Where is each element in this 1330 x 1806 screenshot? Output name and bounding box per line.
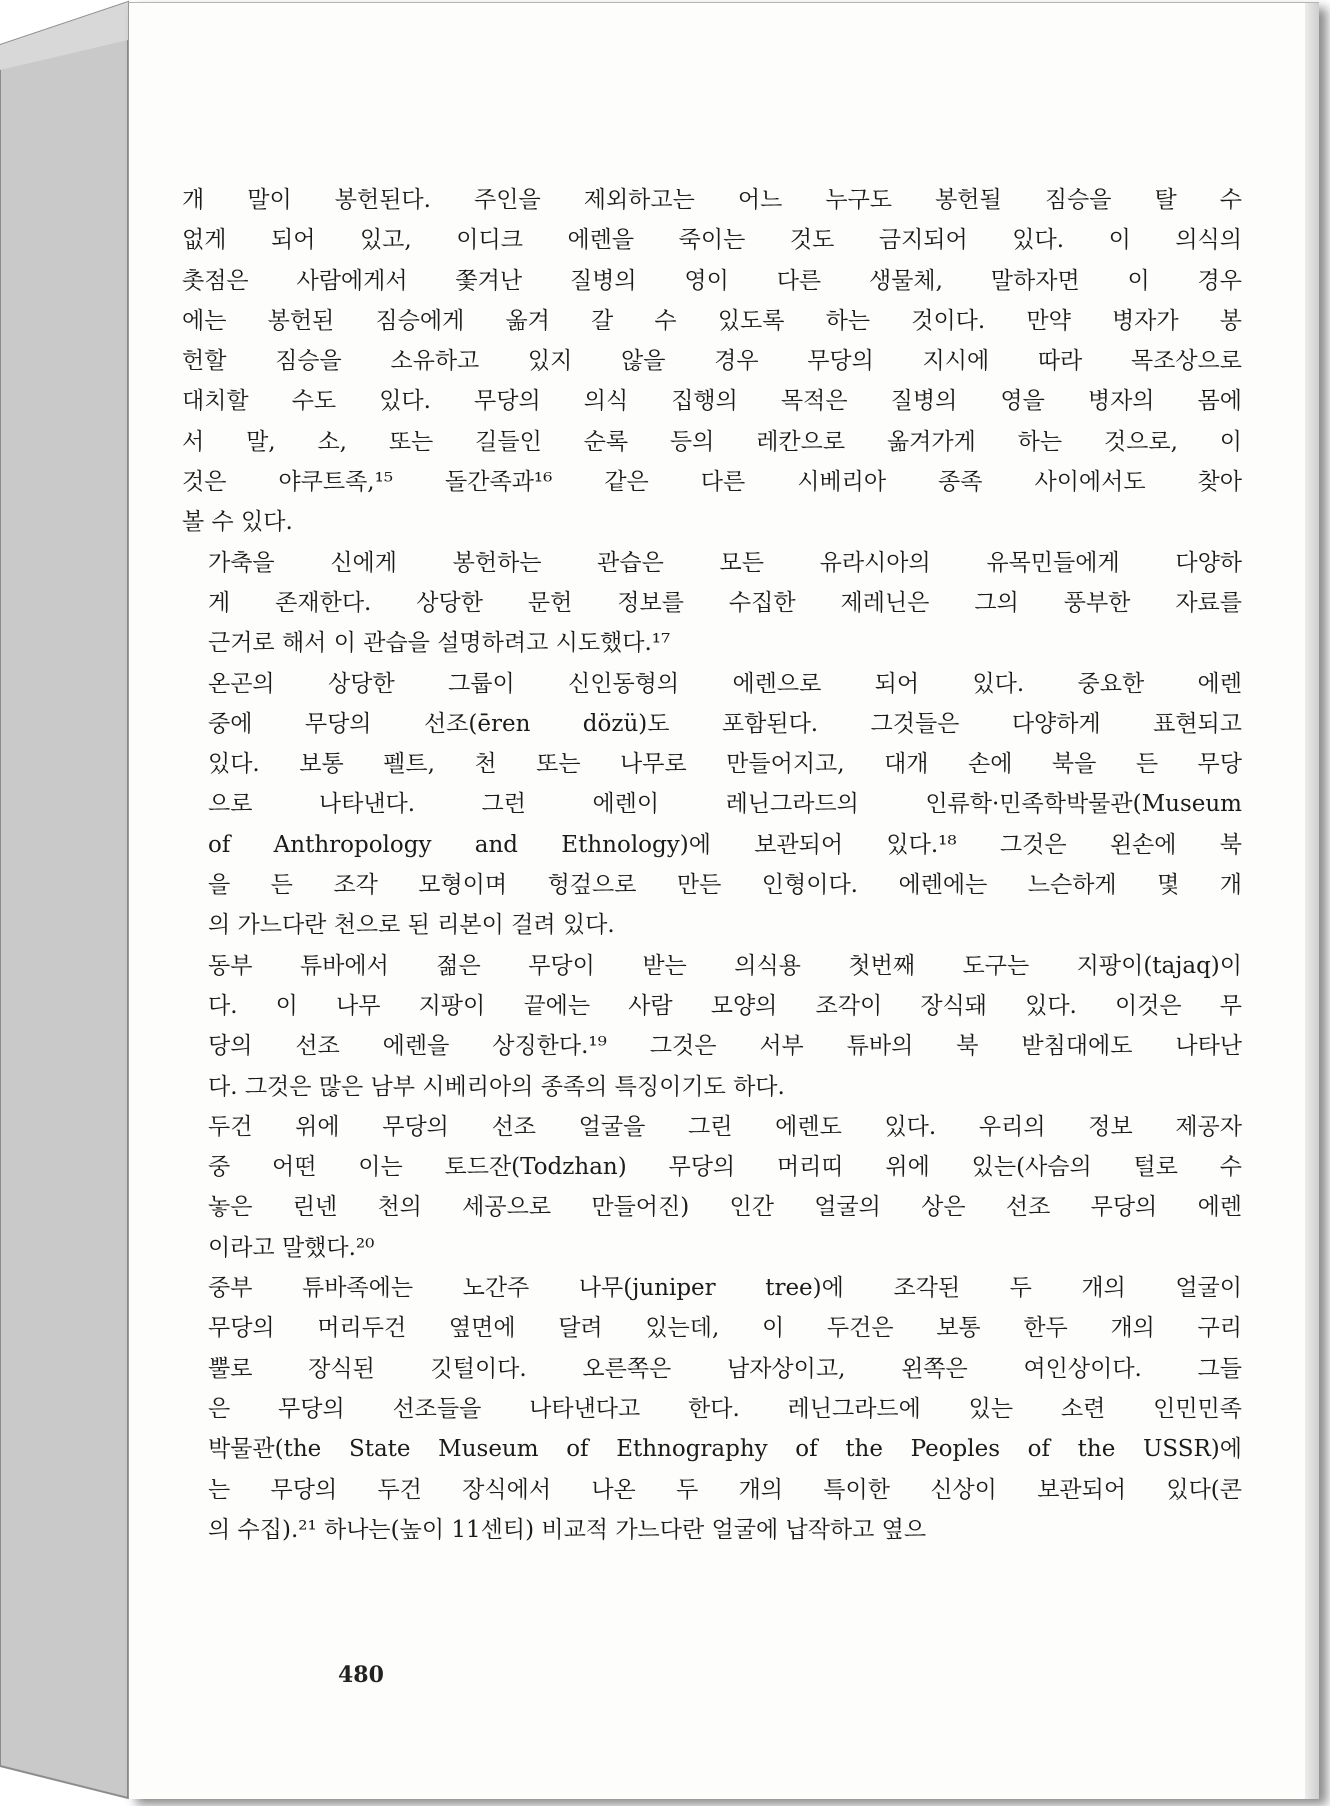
text-line: 것은 야쿠트족,¹⁵ 돌간족과¹⁶ 같은 다른 시베리아 종족 사이에서도 찾아 [182,469,1242,496]
text-line: 에는 봉헌된 짐승에게 옮겨 갈 수 있도록 하는 것이다. 만약 병자가 봉 [182,307,1242,334]
text-line: 당의 선조 에렌을 상징한다.¹⁹ 그것은 서부 튜바의 북 받침대에도 나타난 [208,1033,1242,1060]
text-line: 는 무당의 두건 장식에서 나온 두 개의 특이한 신상이 보관되어 있다(콘 [208,1476,1242,1503]
text-line: 놓은 린넨 천의 세공으로 만들어진) 인간 얼굴의 상은 선조 무당의 에렌 [208,1194,1242,1221]
text-line: 대치할 수도 있다. 무당의 의식 집행의 목적은 질병의 영을 병자의 몸에 [182,388,1242,415]
text-line: 은 무당의 선조들을 나타낸다고 한다. 레닌그라드에 있는 소련 인민민족 [208,1395,1242,1422]
paragraph [182,664,1242,946]
text-line: 다. 그것은 많은 남부 시베리아의 종족의 특징이기도 하다. [208,1073,785,1100]
text-line: 두건 위에 무당의 선조 얼굴을 그린 에렌도 있다. 우리의 정보 제공자 [208,1113,1242,1140]
text-line: 의 가느다란 천으로 된 리본이 걸려 있다. [208,912,615,939]
text-line: 촛점은 사람에게서 쫓겨난 질병의 영이 다른 생물체, 말하자면 이 경우 [182,267,1242,294]
book-spine-edge [0,0,140,1806]
text-line: 무당의 머리두건 옆면에 달려 있는데, 이 두건은 보통 한두 개의 구리 [208,1315,1242,1342]
text-line: 중 어떤 이는 토드잔(Todzhan) 무당의 머리띠 위에 있는(사슴의 털로 수 [208,1154,1242,1181]
paragraph [182,543,1242,664]
text-line: 다. 이 나무 지팡이 끝에는 사람 모양의 조각이 장식돼 있다. 이것은 무 [208,992,1242,1019]
text-line: 볼 수 있다. [182,509,293,536]
text-line: 동부 튜바에서 젊은 무당이 받는 의식용 첫번째 도구는 지팡이(tajaq)이 [208,952,1242,979]
text-line: 중부 튜바족에는 노간주 나무(juniper tree)에 조각된 두 개의 얼굴이 [208,1275,1242,1302]
page-number: 480 [338,1662,384,1688]
page-body-text [182,180,1242,1550]
paragraph [182,180,1242,543]
paragraph [182,946,1242,1107]
text-line: 없게 되어 있고, 이디크 에렌을 죽이는 것도 금지되어 있다. 이 의식의 [182,227,1242,254]
paragraph [182,1268,1242,1550]
text-line: 이라고 말했다.²⁰ [208,1234,375,1261]
paragraph [182,1107,1242,1268]
text-line: 가축을 신에게 봉헌하는 관습은 모든 유라시아의 유목민들에게 다양하 [208,549,1242,576]
text-line: 의 수집).²¹ 하나는(높이 11센티) 비교적 가느다란 얼굴에 납작하고 옆으 [208,1516,927,1543]
text-line: 뿔로 장식된 깃털이다. 오른쪽은 남자상이고, 왼쪽은 여인상이다. 그들 [208,1355,1242,1382]
text-line: 근거로 해서 이 관습을 설명하려고 시도했다.¹⁷ [208,630,671,657]
text-line: 있다. 보통 펠트, 천 또는 나무로 만들어지고, 대개 손에 북을 든 무당 [208,751,1242,778]
text-line: 으로 나타낸다. 그런 에렌이 레닌그라드의 인류학·민족학박물관(Museum [208,791,1242,818]
text-line: 헌할 짐승을 소유하고 있지 않을 경우 무당의 지시에 따라 목조상으로 [182,348,1242,375]
text-line: 온곤의 상당한 그룹이 신인동형의 에렌으로 되어 있다. 중요한 에렌 [208,670,1242,697]
text-line: 을 든 조각 모형이며 헝겊으로 만든 인형이다. 에렌에는 느슨하게 몇 개 [208,872,1242,899]
text-line: 개 말이 봉헌된다. 주인을 제외하고는 어느 누구도 봉헌될 짐승을 탈 수 [182,187,1242,213]
text-line: of Anthropology and Ethnology)에 보관되어 있다.¹⁸ 그것은 왼손에 북 [208,831,1242,858]
text-line: 중에 무당의 선조(ēren dözü)도 포함된다. 그것들은 다양하게 표현되고 [208,710,1242,737]
text-line: 서 말, 소, 또는 길들인 순록 등의 레칸으로 옮겨가게 하는 것으로, 이 [182,428,1242,455]
text-line: 박물관(the State Museum of Ethnography of the Peoples of the USSR)에 [208,1436,1242,1463]
page-edge-shading [1305,3,1319,1799]
text-line: 게 존재한다. 상당한 문헌 정보를 수집한 제레닌은 그의 풍부한 자료를 [208,589,1242,616]
